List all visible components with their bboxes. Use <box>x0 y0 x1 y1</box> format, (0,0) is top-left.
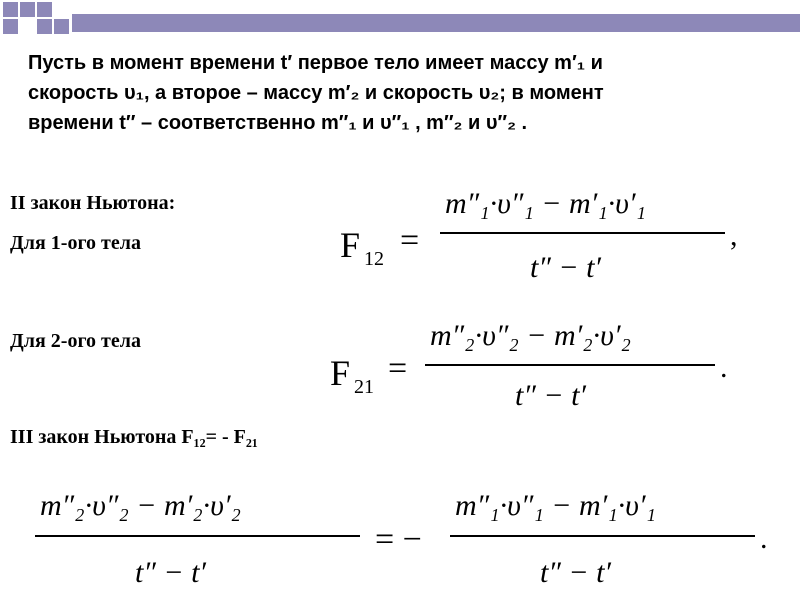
newton-second-law-label: II закон Ньютона: <box>10 192 176 214</box>
formula-body-2 <box>320 305 760 425</box>
f21-numerator: m″₂·υ″₂ − m′₂·υ′₂ <box>430 319 631 352</box>
header-square <box>3 19 18 34</box>
header-square <box>37 19 52 34</box>
formula-body-1 <box>330 165 770 295</box>
f3-equals-minus: = − <box>375 521 422 558</box>
f3-right-numerator: m″₁·υ″₁ − m′₁·υ′₁ <box>455 489 656 522</box>
f12-equals: = <box>400 222 420 259</box>
intro-line-3: времени t″ – соответственно m″₁ и υ″₁ , m″₂ и υ″₂ . <box>28 112 528 134</box>
f21-denominator: t″ − t′ <box>515 379 586 412</box>
f12-numerator: m″₁·υ″₁ − m′₁·υ′₁ <box>445 187 646 220</box>
f3-end: . <box>760 522 768 555</box>
f21-lhs: F <box>330 353 351 393</box>
f21-lhs-sub: 21 <box>354 376 374 398</box>
body-1-label: Для 1-ого тела <box>10 232 141 254</box>
body-2-label: Для 2-ого тела <box>10 330 141 352</box>
header-square <box>20 2 35 17</box>
f3-right-denominator: t″ − t′ <box>540 556 611 589</box>
header-square <box>37 2 52 17</box>
f12-lhs-sub: 12 <box>364 248 384 270</box>
intro-line-2: скорость υ₁, а второе – массу m′₂ и скорость υ₂; в момент <box>28 82 604 104</box>
intro-line-1: Пусть в момент времени t′ первое тело имеет массу m′₁ и <box>28 52 603 74</box>
f12-denominator: t″ − t′ <box>530 251 601 284</box>
f3-left-numerator: m″₂·υ″₂ − m′₂·υ′₂ <box>40 489 241 522</box>
newton-third-law-label: III закон Ньютона F₁₂= - F₂₁ <box>10 426 258 448</box>
f12-lhs: F <box>340 225 361 265</box>
header-square <box>54 19 69 34</box>
f3-left-denominator: t″ − t′ <box>135 556 206 589</box>
intro-paragraph <box>28 48 778 138</box>
f21-end: . <box>720 351 728 384</box>
f12-end: , <box>730 219 738 252</box>
header-square <box>3 2 18 17</box>
header-bar <box>72 14 800 32</box>
formula-third-law <box>30 470 780 595</box>
f21-equals: = <box>388 350 408 387</box>
slide-header-decoration <box>0 0 800 40</box>
